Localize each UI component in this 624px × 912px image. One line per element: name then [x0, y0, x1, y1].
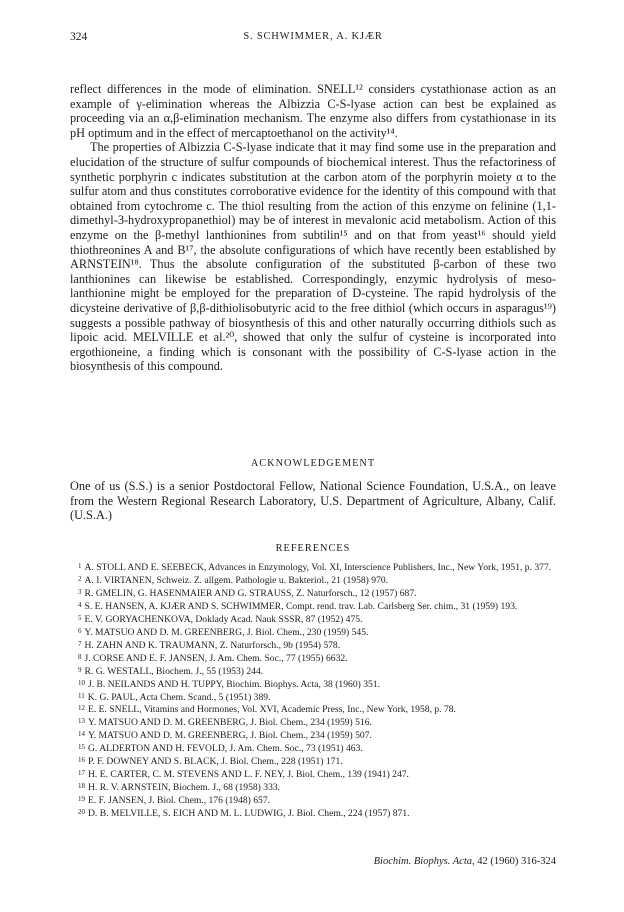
acknowledgement-paragraph: One of us (S.S.) is a senior Postdoctoral Fellow, National Science Foundation, U.S.A., on leave from the Western Regional Research Laboratory, U.S. Department of Agriculture, Albany, Calif. (U.S.A.): [70, 479, 556, 523]
reference-item: [70, 600, 556, 613]
reference-text: Y. MATSUO AND D. M. GREENBERG, J. Biol. Chem., 230 (1959) 545.: [84, 626, 369, 638]
reference-number: 9: [78, 665, 82, 674]
reference-item: [70, 652, 556, 665]
reference-number: 11: [78, 691, 85, 700]
reference-item: [70, 807, 556, 820]
reference-item: [70, 561, 556, 574]
running-head: S. SCHWIMMER, A. KJÆR: [243, 31, 383, 42]
reference-number: 10: [78, 678, 85, 687]
reference-number: 13: [78, 717, 85, 726]
reference-number: 7: [78, 639, 82, 648]
reference-text: H. R. V. ARNSTEIN, Biochem. J., 68 (1958) 333.: [88, 782, 281, 794]
journal-footer: [374, 856, 556, 867]
reference-text: E. V. GORYACHENKOVA, Doklady Acad. Nauk SSSR, 87 (1952) 475.: [84, 613, 363, 625]
reference-item: [70, 794, 556, 807]
reference-number: 14: [78, 730, 85, 739]
reference-item: [70, 755, 556, 768]
reference-number: 17: [78, 769, 85, 778]
reference-number: 5: [78, 613, 82, 622]
reference-number: 2: [78, 574, 82, 583]
reference-number: 3: [78, 587, 82, 596]
reference-number: 19: [78, 795, 85, 804]
reference-text: A. STOLL AND E. SEEBECK, Advances in Enzymology, Vol. XI, Interscience Publishers, Inc., New York, 1951, p. 377.: [84, 562, 552, 573]
reference-number: 6: [78, 626, 82, 635]
reference-number: 20: [78, 808, 85, 817]
reference-item: [70, 626, 556, 639]
reference-text: J. B. NEILANDS AND H. TUPPY, Biochim. Biophys. Acta, 38 (1960) 351.: [88, 678, 380, 690]
reference-text: G. ALDERTON AND H. FEVOLD, J. Am. Chem. Soc., 73 (1951) 463.: [88, 743, 363, 755]
reference-item: [70, 665, 556, 678]
reference-item: [70, 587, 556, 600]
reference-text: H. E. CARTER, C. M. STEVENS AND L. F. NEY, J. Biol. Chem., 139 (1941) 247.: [88, 769, 409, 781]
body-paragraph: reflect differences in the mode of elimination. SNELL¹² considers cystathionase action as an example of γ-elimination whereas the Albizzia C-S-lyase action can best be explained as proceeding via an α,β-elimination mechanism. The enzyme also differs from cystathionase in its pH optimum and in the effect of mercaptoethanol on the activity¹⁴.: [70, 82, 556, 140]
body-paragraph: The properties of Albizzia C-S-lyase indicate that it may find some use in the preparation and elucidation of the structure of sulfur compounds of biochemical interest. Thus the refactoriness of synthetic porphyrin c indicates substitution at the carbon atom of the porphyrin moiety α to the sulfur atom and thus constitutes corroborative evidence for the identity of this compound with that obtained from cytochrome c. The thiol resulting from the action of this enzyme on felinine (1,1-dimethyl-3-hydroxypropanethiol) may be of interest in mevalonic acid metabolism. Action of this enzyme on the β-methyl lanthionines from subtilin¹⁵ and on that from yeast¹⁶ should yield thiothreonines A and B¹⁷, the absolute configurations of which have recently been established by ARNSTEIN¹⁸. Thus the absolute configuration of the substituted β-carbon of these two lanthionines can likewise be established. Correspondingly, enzymic hydrolysis of meso-lanthionine might be employed for the preparation of D-cysteine. The rapid hydrolysis of the dicysteine derivative of β,β-dithiolisobutyric acid to the free dithiol (which occurs in asparagus¹⁹) suggests a possible pathway of biosynthesis of this and other naturally occurring dithiols such as lipoic acid. MELVILLE et al.²⁰, showed that only the sulfur of cysteine is incorporated into ergothioneine, a finding which is consonant with the possibility of C-S-lyase action in the biosynthesis of this compound.: [70, 140, 556, 374]
reference-text: R. G. WESTALL, Biochem. J., 55 (1953) 244.: [84, 665, 264, 677]
reference-text: E. E. SNELL, Vitamins and Hormones, Vol. XVI, Academic Press, Inc., New York, 1958, p. 78.: [88, 704, 456, 716]
reference-item: [70, 742, 556, 755]
journal-citation: 42 (1960) 316-324: [477, 856, 556, 867]
reference-text: Y. MATSUO AND D. M. GREENBERG, J. Biol. Chem., 234 (1959) 516.: [88, 717, 372, 729]
reference-text: K. G. PAUL, Acta Chem. Scand., 5 (1951) 389.: [87, 691, 271, 703]
journal-name: Biochim. Biophys. Acta,: [373, 856, 475, 867]
page-number: 324: [70, 31, 88, 43]
reference-text: P. F. DOWNEY AND S. BLACK, J. Biol. Chem., 228 (1951) 171.: [88, 756, 343, 768]
reference-item: [70, 678, 556, 691]
reference-item: [70, 768, 556, 781]
reference-number: 16: [78, 756, 85, 765]
acknowledgement-heading: ACKNOWLEDGEMENT: [250, 458, 376, 469]
reference-text: R. GMELIN, G. HASENMAIER AND G. STRAUSS, Z. Naturforsch., 12 (1957) 687.: [84, 587, 417, 599]
body-text: [70, 82, 556, 374]
reference-item: [70, 691, 556, 704]
reference-text: Y. MATSUO AND D. M. GREENBERG, J. Biol. Chem., 234 (1959) 507.: [88, 730, 372, 742]
reference-text: J. CORSE AND E. F. JANSEN, J. Am. Chem. Soc., 77 (1955) 6632.: [84, 652, 348, 664]
reference-text: A. I. VIRTANEN, Schweiz. Z. allgem. Pathologie u. Bakteriol., 21 (1958) 970.: [84, 574, 389, 586]
reference-item: [70, 716, 556, 729]
reference-text: S. E. HANSEN, A. KJÆR AND S. SCHWIMMER, Compt. rend. trav. Lab. Carlsberg Ser. chim., 31 (1959) 193.: [84, 600, 518, 612]
reference-number: 15: [78, 743, 85, 752]
reference-text: H. ZAHN AND K. TRAUMANN, Z. Naturforsch., 9b (1954) 578.: [84, 639, 341, 651]
page-header: [70, 30, 556, 44]
reference-number: 8: [78, 652, 82, 661]
reference-item: [70, 729, 556, 742]
acknowledgement-text: [70, 479, 556, 523]
reference-number: 4: [78, 600, 82, 609]
reference-item: [70, 574, 556, 587]
references-heading: REFERENCES: [275, 543, 351, 554]
reference-item: [70, 639, 556, 652]
reference-text: D. B. MELVILLE, S. EICH AND M. L. LUDWIG, J. Biol. Chem., 224 (1957) 871.: [88, 808, 410, 820]
reference-text: E. F. JANSEN, J. Biol. Chem., 176 (1948) 657.: [88, 795, 271, 807]
reference-item: [70, 613, 556, 626]
reference-item: [70, 703, 556, 716]
reference-number: 1: [78, 562, 82, 570]
reference-list: [70, 561, 556, 820]
reference-number: 12: [78, 704, 85, 713]
reference-item: [70, 781, 556, 794]
reference-number: 18: [78, 782, 85, 791]
